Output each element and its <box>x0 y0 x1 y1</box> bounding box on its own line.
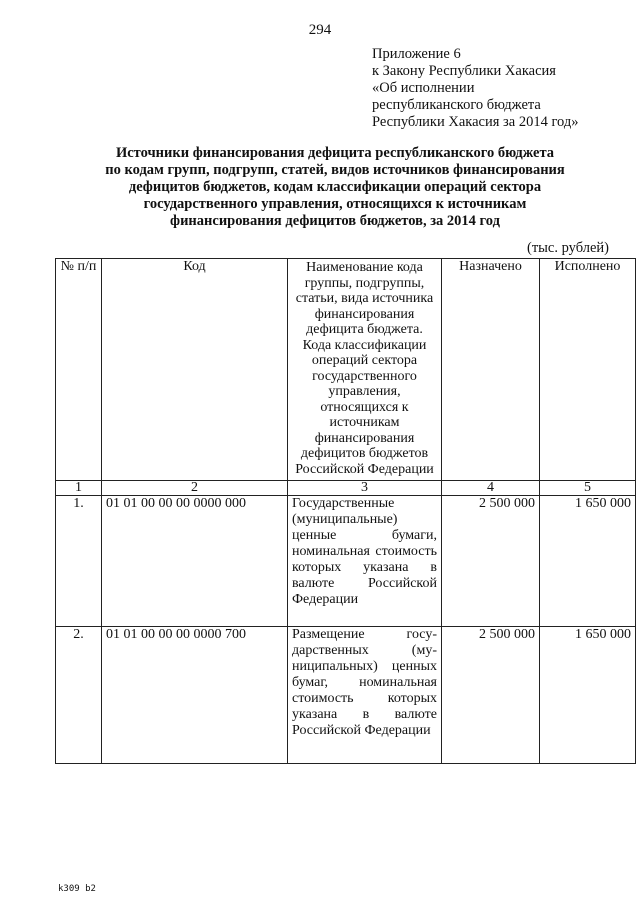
row-planned: 2 500 000 <box>442 627 540 764</box>
table-row <box>56 627 636 764</box>
row-executed: 1 650 000 <box>540 627 636 764</box>
appendix-line: республиканского бюджета <box>372 97 541 113</box>
table-header-row <box>56 259 636 481</box>
header-planned: Назначено <box>442 259 540 481</box>
header-code: Код <box>102 259 288 481</box>
column-number: 2 <box>102 481 288 496</box>
column-number: 5 <box>540 481 636 496</box>
document-title <box>40 145 630 230</box>
header-name: Наименование кода группы, подгруппы, статьи, вида источника финансирования дефицита бюджета. Кода классификации операций сектора государственного управления, относящихся к источникам финансирования дефицитов бюджетов Российской Федерации <box>288 259 442 481</box>
title-line: государственного управления, относящихся к источникам <box>143 196 527 212</box>
title-line: финансирования дефицитов бюджетов, за 2014 год <box>170 213 500 229</box>
row-executed: 1 650 000 <box>540 496 636 627</box>
page-number: 294 <box>308 22 332 38</box>
column-number: 3 <box>288 481 442 496</box>
row-code: 01 01 00 00 00 0000 700 <box>102 627 288 764</box>
appendix-line: к Закону Республики Хакасия <box>372 63 556 79</box>
column-number: 1 <box>56 481 102 496</box>
title-line: по кодам групп, подгрупп, статей, видов источников финансирования <box>105 162 565 178</box>
units-label: (тыс. рублей) <box>527 240 609 256</box>
appendix-reference <box>372 46 637 131</box>
row-name: Размещение государственных (муниципальных) ценных бумаг, номинальная стоимость которых указана в валюте Российской Федерации <box>288 627 442 764</box>
row-code: 01 01 00 00 00 0000 000 <box>102 496 288 627</box>
header-executed: Исполнено <box>540 259 636 481</box>
column-number: 4 <box>442 481 540 496</box>
column-number-row <box>56 481 636 496</box>
header-num: № п/п <box>56 259 102 481</box>
footer-mark: k309 b2 <box>58 884 96 894</box>
title-line: дефицитов бюджетов, кодам классификации операций сектора <box>128 179 542 195</box>
appendix-line: Республики Хакасия за 2014 год» <box>372 114 579 130</box>
row-planned: 2 500 000 <box>442 496 540 627</box>
title-line: Источники финансирования дефицита республиканского бюджета <box>115 145 555 161</box>
row-name: Государственные (муниципальные) ценные бумаги, номинальная стоимость которых указана в валюте Российской Федерации <box>288 496 442 627</box>
appendix-line: Приложение 6 <box>372 46 461 62</box>
appendix-line: «Об исполнении <box>372 80 475 96</box>
deficit-financing-table <box>55 258 636 764</box>
row-num: 2. <box>56 627 102 764</box>
table-row <box>56 496 636 627</box>
row-num: 1. <box>56 496 102 627</box>
